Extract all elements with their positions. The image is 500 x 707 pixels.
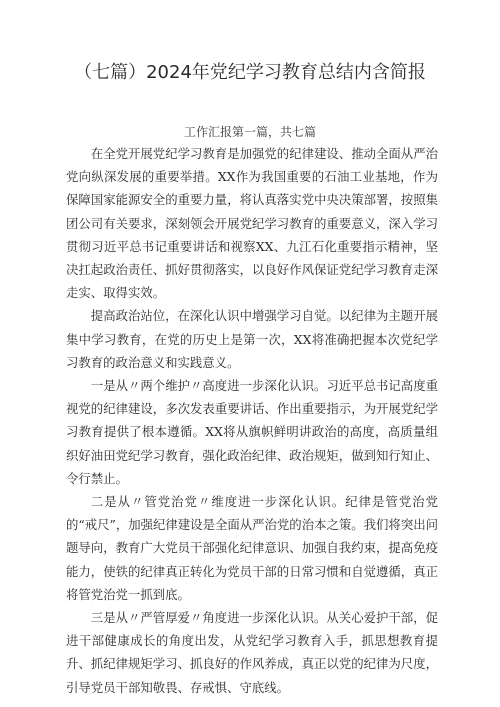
document-body: [66, 142, 438, 699]
paragraph-party-governance: 二是从〃管党治党〃维度进一步深化认识。纪律是管党治党的“戒尺”，加强纪律建设是全面从严治党的治本之策。我们将突出问题导向，教育广大党员干部强化纪律意识、加强自我约束，提高免疫能力，使铁的纪律真正转化为党员干部的日常习惯和自觉遵循，真正将管党治党一抓到底。: [66, 494, 438, 602]
paragraph-intro: 在全党开展党纪学习教育是加强党的纪律建设、推动全面从严治党向纵深发展的重要举措。XX作为我国重要的石油工业基地，作为保障国家能源安全的重要力量，将认真落实党中央决策部署，按照集团公司有关要求，深刻领会开展党纪学习教育的重要意义，深入学习贯彻习近平总书记重要讲话和视察XX、九江石化重要指示精神，坚决扛起政治责任、抓好贯彻落实，以良好作风保证党纪学习教育走深走实、取得实效。: [66, 146, 438, 301]
paragraph-strict-care: 三是从〃严管厚爱〃角度进一步深化认识。从关心爱护干部，促进干部健康成长的角度出发，从党纪学习教育入手，抓思想教育提升、抓纪律规矩学习、抓良好的作风养成，真正以党的纪律为尺度，引导党员干部知敬畏、存戒惧、守底线。: [66, 610, 438, 695]
document-title: （七篇）2024年党纪学习教育总结内含简报: [74, 62, 426, 83]
paragraph-political-stance: 提高政治站位，在深化认识中增强学习自觉。以纪律为主题开展集中学习教育，在党的历史上是第一次，XX将准确把握本次党纪学习教育的政治意义和实践意义。: [66, 308, 438, 370]
document-subtitle: 工作汇报第一篇，共七篇: [183, 125, 316, 139]
paragraph-two-safeguards: 一是从〃两个维护〃高度进一步深化认识。习近平总书记高度重视党的纪律建设，多次发表重要讲话、作出重要指示，为开展党纪学习教育提供了根本遵循。XX将从旗帜鲜明讲政治的高度，高质量组织好油田党纪学习教育，强化政治纪律、政治规矩，做到知行知止、令行禁止。: [66, 378, 438, 486]
